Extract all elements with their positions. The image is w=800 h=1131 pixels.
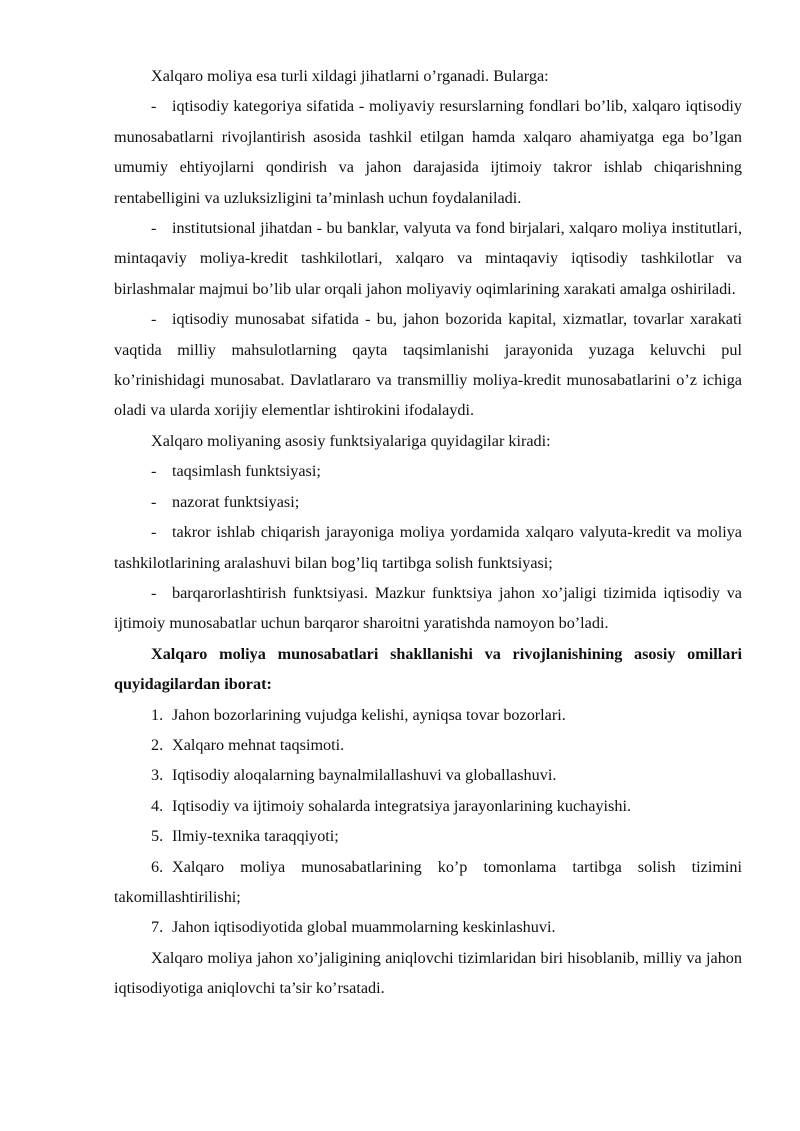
dash-marker: - — [151, 310, 157, 329]
factor-item — [114, 852, 742, 913]
aspect-text: iqtisodiy munosabat sifatida - bu, jahon bozorida kapital, xizmatlar, tovarlar xarakati vaqtida milliy mahsulotlarning qayta taqsimlanishi jarayonida yuzaga keluvchi pul ko’rinishidagi munosabat. Davlatlararo va transmilliy moliya-kredit munosabatlarini o’z ichiga oladi va ularda xorijiy elementlar ishtirokini ifodalaydi. — [114, 310, 742, 420]
factor-item — [114, 730, 742, 760]
factor-text: Ilmiy-texnika taraqqiyoti; — [172, 827, 339, 846]
factor-item — [114, 912, 742, 942]
aspect-text: iqtisodiy kategoriya sifatida - moliyaviy resurslarning fondlari bo’lib, xalqaro iqtisodiy munosabatlarni rivojlantirish asosida tashkil etilgan hamda xalqaro ahamiyatga ega bo’lgan umumiy ehtiyojlarni qondirish va jahon darajasida ijtimoiy takror ishlab chiqarishning rentabelligini va uzluksizligini ta’minlash uchun foydalaniladi. — [114, 97, 742, 207]
factor-text: Jahon iqtisodiyotida global muammolarning keskinlashuvi. — [172, 918, 556, 937]
item-number: 6. — [151, 857, 164, 876]
dash-marker: - — [151, 492, 157, 511]
dash-marker: - — [151, 462, 157, 481]
dash-marker: - — [151, 523, 157, 542]
functions-intro-paragraph: Xalqaro moliyaning asosiy funktsiyalariga quyidagilar kiradi: — [151, 431, 551, 450]
dash-marker: - — [151, 219, 157, 238]
item-number: 5. — [151, 827, 164, 846]
dash-marker: - — [151, 583, 157, 602]
function-text: takror ishlab chiqarish jarayoniga moliya yordamida xalqaro valyuta-kredit va moliya tashkilotlarining aralashuvi bilan bog’liq tartibga solish funktsiyasi; — [114, 523, 742, 572]
item-number: 1. — [151, 705, 164, 724]
item-number: 4. — [151, 796, 164, 815]
intro-paragraph: Xalqaro moliya esa turli xildagi jihatlarni o’rganadi. Bularga: — [151, 67, 549, 85]
factor-text: Iqtisodiy aloqalarning baynalmilallashuvi va globallashuvi. — [172, 766, 557, 785]
aspect-item — [114, 91, 742, 213]
factor-item — [114, 700, 742, 730]
document-page — [114, 61, 742, 1004]
function-item — [114, 487, 742, 517]
aspect-item — [114, 213, 742, 304]
item-number: 3. — [151, 766, 164, 785]
factor-item — [114, 791, 742, 821]
factor-text: Iqtisodiy va ijtimoiy sohalarda integratsiya jarayonlarining kuchayishi. — [172, 796, 631, 815]
factor-text: Xalqaro mehnat taqsimoti. — [172, 735, 345, 754]
factor-text: Jahon bozorlarining vujudga kelishi, ayniqsa tovar bozorlari. — [172, 705, 566, 724]
closing-paragraph: Xalqaro moliya jahon xo’jaligining aniqlovchi tizimlaridan biri hisoblanib, milliy va jahon iqtisodiyotiga aniqlovchi ta’sir ko’rsatadi. — [114, 948, 742, 998]
function-text: barqarorlashtirish funktsiyasi. Mazkur funktsiya jahon xo’jaligi tizimida iqtisodiy va ijtimoiy munosabatlar uchun barqaror sharoitni yaratishda namoyon bo’ladi. — [114, 583, 742, 633]
dash-marker: - — [151, 97, 157, 116]
function-text: nazorat funktsiyasi; — [172, 492, 300, 511]
item-number: 7. — [151, 918, 164, 937]
function-item — [114, 578, 742, 639]
factor-item — [114, 821, 742, 851]
factors-heading: Xalqaro moliya munosabatlari shakllanishi va rivojlanishining asosiy omillari quyidagilardan iborat: — [114, 644, 742, 694]
aspect-item — [114, 304, 742, 426]
function-text: taqsimlash funktsiyasi; — [172, 462, 321, 481]
function-item — [114, 456, 742, 486]
function-item — [114, 517, 742, 578]
aspect-text: institutsional jihatdan - bu banklar, valyuta va fond birjalari, xalqaro moliya institutlari, mintaqaviy moliya-kredit tashkilotlari, xalqaro va mintaqaviy iqtisodiy tashkilotlar va birlashmalar majmui bo’lib ular orqali jahon moliyaviy oqimlarining xarakati amalga oshiriladi. — [114, 219, 742, 298]
factor-item — [114, 760, 742, 790]
item-number: 2. — [151, 735, 164, 754]
factor-text: Xalqaro moliya munosabatlarining ko’p tomonlama tartibga solish tizimini takomillashtirilishi; — [114, 857, 742, 906]
